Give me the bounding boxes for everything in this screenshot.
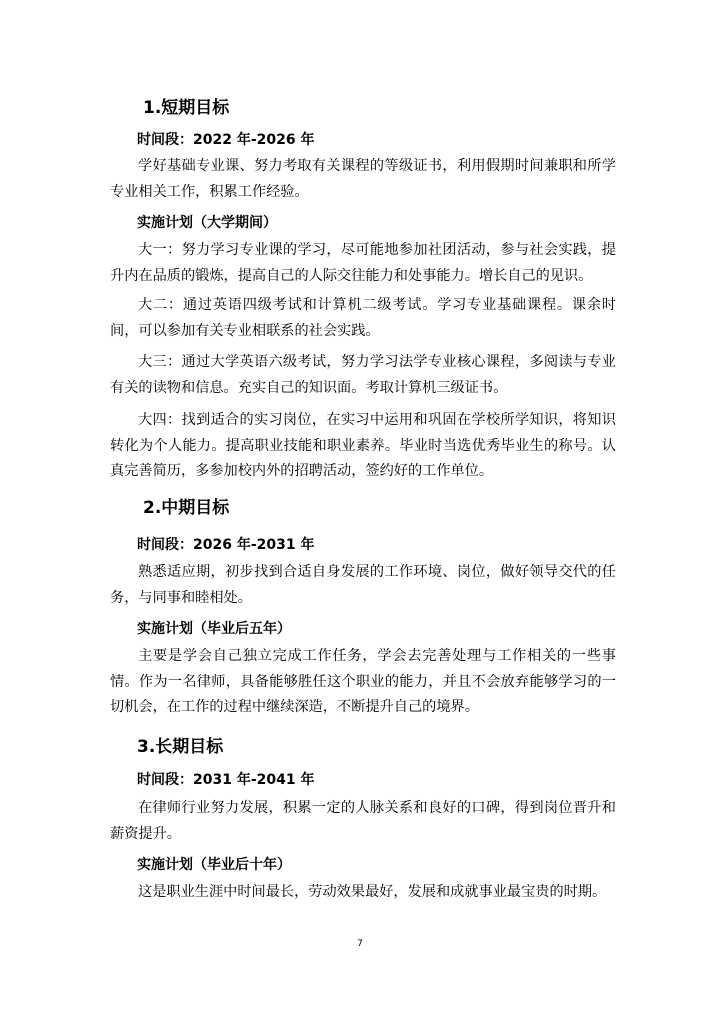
plan-title-short-term: 实施计划（大学期间） bbox=[137, 215, 277, 231]
section-heading-long-term: 3.长期目标 bbox=[137, 737, 224, 757]
plan-item-year-4: 大四：找到适合的实习岗位，在实习中运用和巩固在学校所学知识，将知识转化为个人能力。提高职业技能和职业素养。毕业时当选优秀毕业生的称号。认真完善简历，多参加校内外的招聘活动，签约好的工作单位。 bbox=[110, 412, 616, 479]
plan-item-year-2: 大二：通过英语四级考试和计算机二级考试。学习专业基础课程。课余时间，可以参加有关专业相联系的社会实践。 bbox=[110, 297, 616, 339]
time-period-long-term: 时间段：2031 年-2041 年 bbox=[137, 772, 315, 788]
section-heading-short-term: 1.短期目标 bbox=[143, 98, 230, 118]
period-description-short-term: 学好基础专业课、努力考取有关课程的等级证书，利用假期时间兼职和所学专业相关工作，积累工作经验。 bbox=[110, 158, 616, 200]
period-description-long-term: 在律师行业努力发展，积累一定的人脉关系和良好的口碑，得到岗位晋升和薪资提升。 bbox=[110, 800, 616, 842]
page-number: 7 bbox=[357, 939, 363, 949]
section-heading-mid-term: 2.中期目标 bbox=[143, 498, 230, 518]
plan-title-long-term: 实施计划（毕业后十年） bbox=[137, 857, 291, 873]
plan-item-year-3: 大三：通过大学英语六级考试，努力学习法学专业核心课程，多阅读与专业有关的读物和信息。充实自己的知识面。考取计算机三级证书。 bbox=[110, 354, 616, 396]
period-description-mid-term: 熟悉适应期，初步找到合适自身发展的工作环境、岗位，做好领导交代的任务，与同事和睦相处。 bbox=[110, 564, 616, 606]
time-period-short-term: 时间段：2022 年-2026 年 bbox=[137, 132, 315, 148]
plan-item-mid-term: 主要是学会自己独立完成工作任务，学会去完善处理与工作相关的一些事情。作为一名律师，具备能够胜任这个职业的能力，并且不会放弃能够学习的一切机会，在工作的过程中继续深造，不断提升自己的境界。 bbox=[110, 648, 616, 715]
plan-item-year-1: 大一：努力学习专业课的学习，尽可能地参加社团活动，参与社会实践，提升内在品质的锻炼，提高自己的人际交往能力和处事能力。增长自己的见识。 bbox=[110, 242, 616, 284]
time-period-mid-term: 时间段：2026 年-2031 年 bbox=[137, 537, 315, 553]
plan-title-mid-term: 实施计划（毕业后五年） bbox=[137, 621, 291, 637]
plan-item-long-term: 这是职业生涯中时间最长，劳动效果最好，发展和成就事业最宝贵的时期。 bbox=[138, 884, 607, 900]
